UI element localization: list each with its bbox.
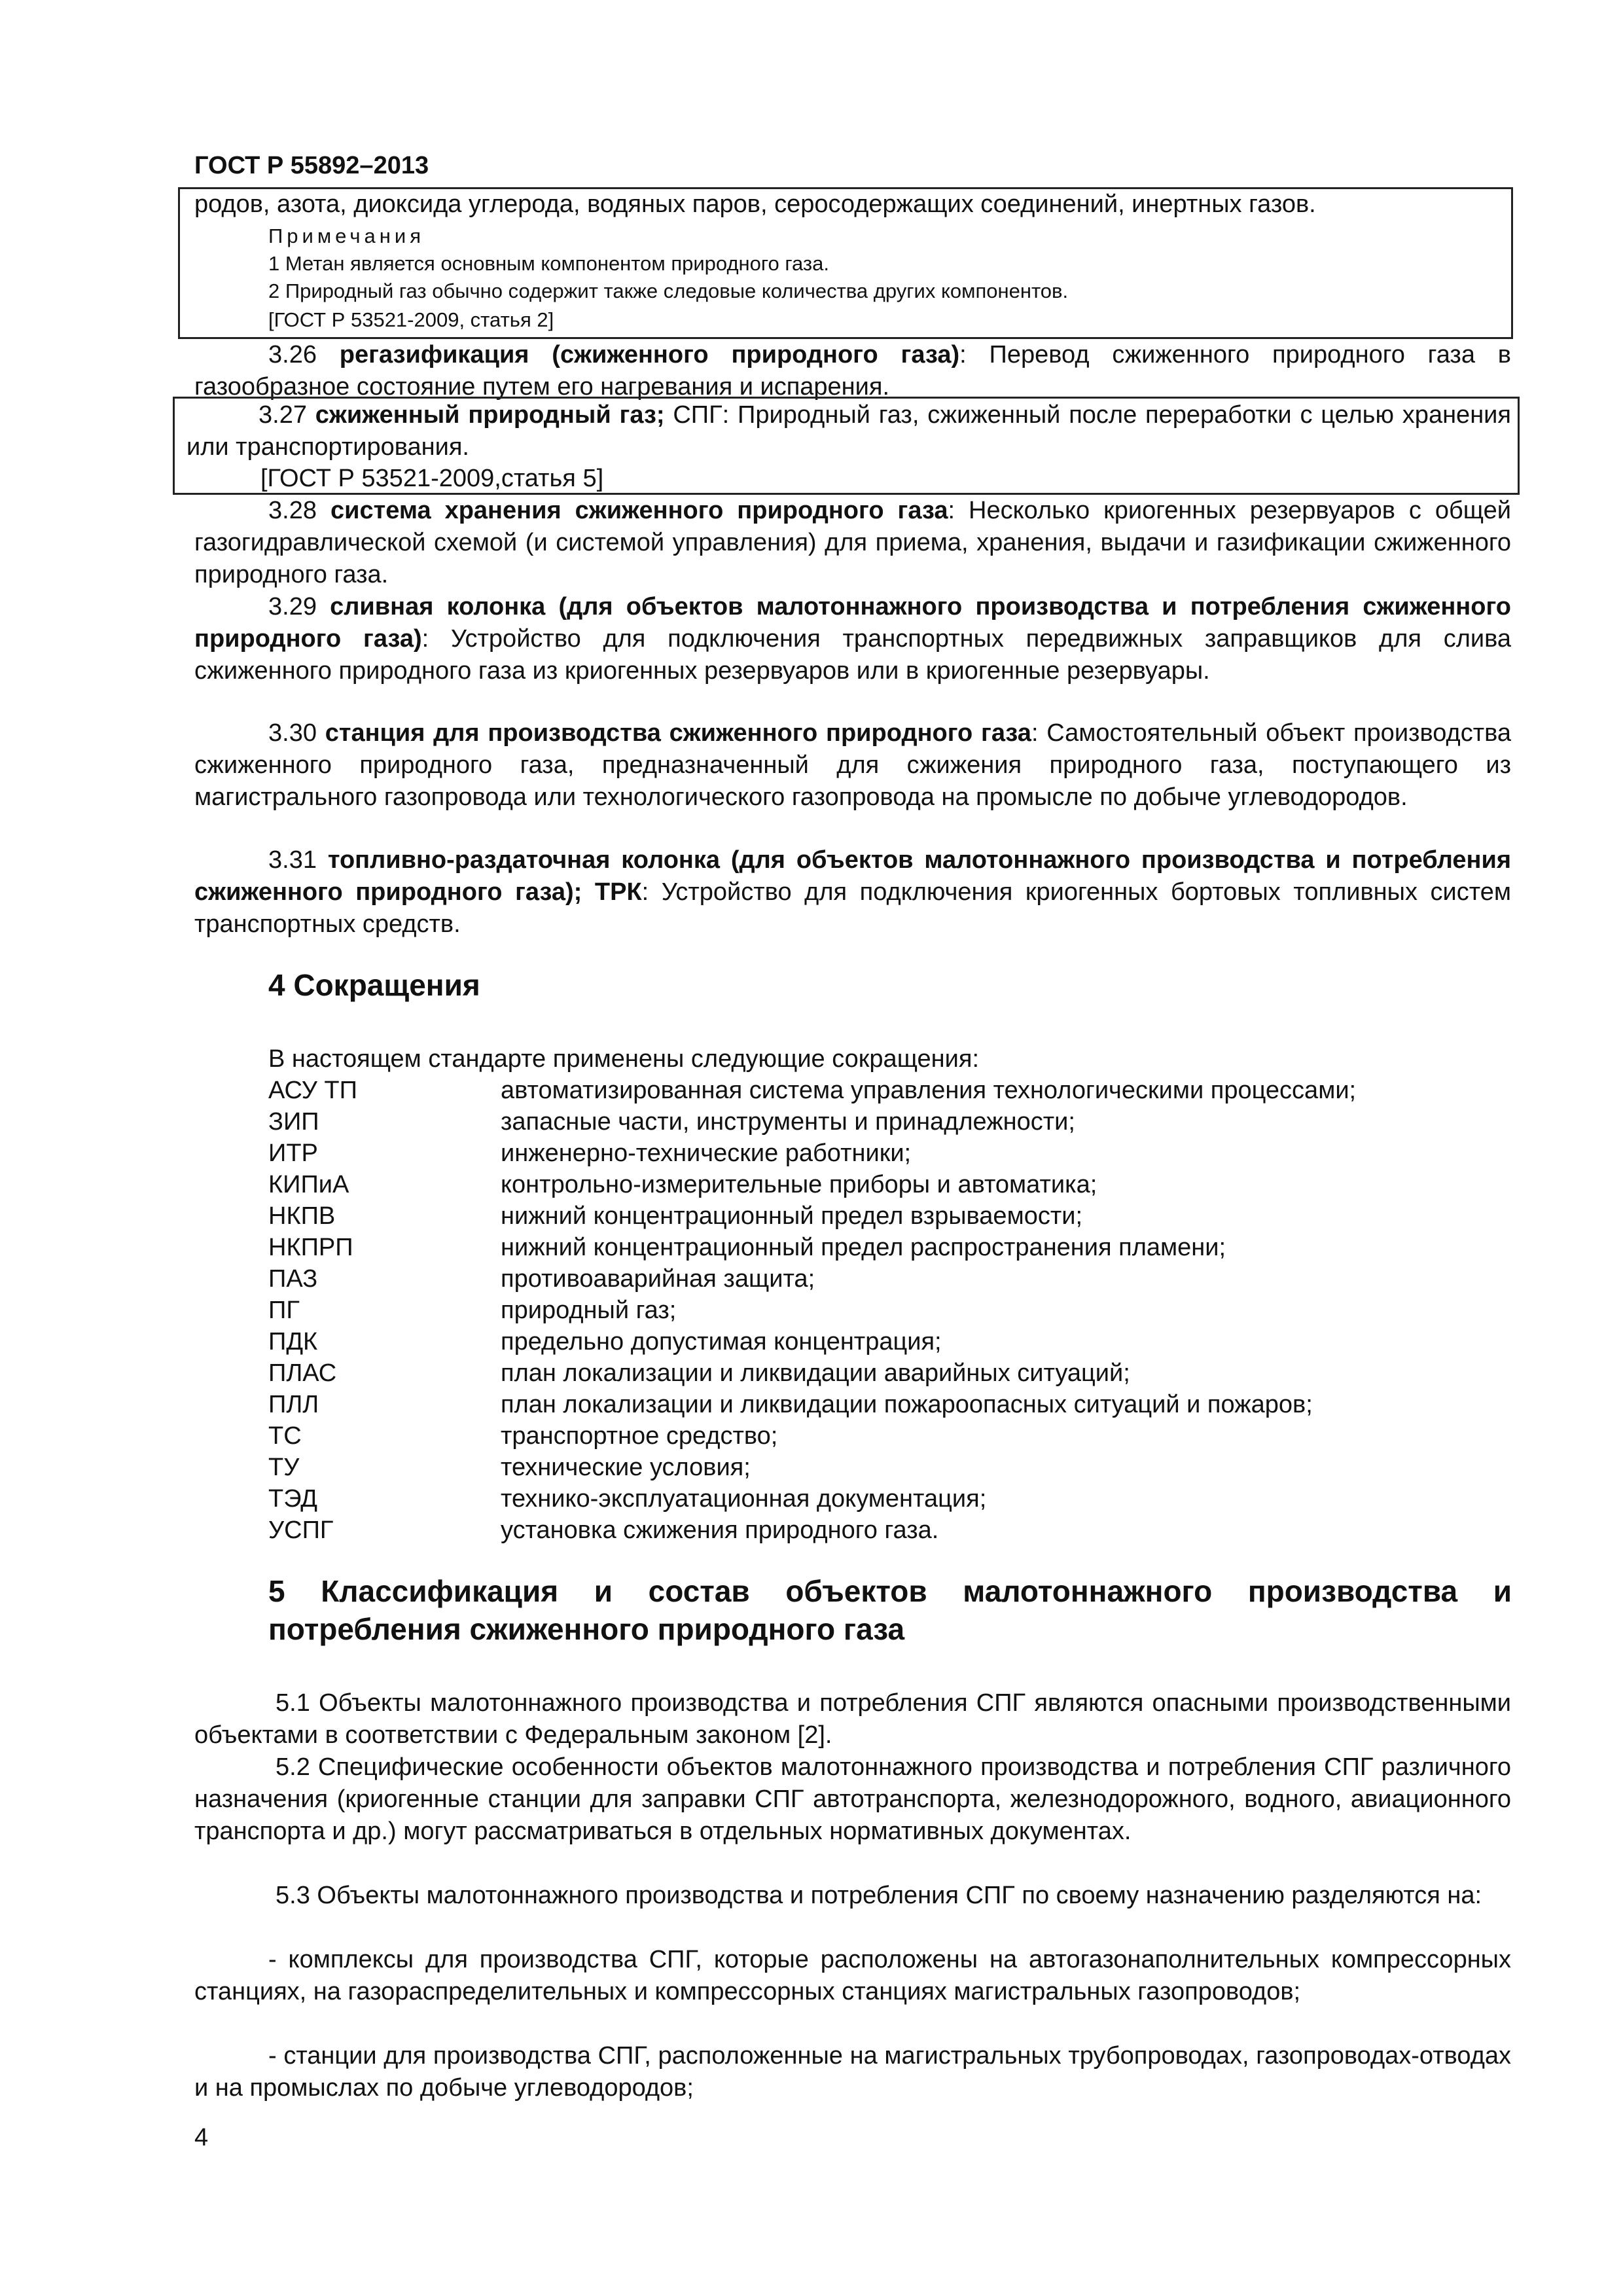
abbreviation-row xyxy=(268,1515,1512,1546)
paragraph-3-27 xyxy=(187,399,1511,463)
paragraph-number: 3.28 xyxy=(268,497,330,524)
abbreviation-row xyxy=(268,1200,1512,1232)
abbreviation-row xyxy=(268,1106,1512,1138)
paragraph-number: 3.26 xyxy=(268,341,340,368)
paragraph-number: 3.30 xyxy=(268,719,325,747)
abbreviation-definition: противоаварийная защита; xyxy=(501,1265,815,1293)
abbreviation-definition: установка сжижения природного газа. xyxy=(501,1516,939,1544)
abbreviation-term: ТЭД xyxy=(268,1485,317,1513)
abbreviation-row xyxy=(268,1295,1512,1326)
abbreviation-definition: природный газ; xyxy=(501,1297,677,1324)
definition-text: СПГ: Природный газ, сжиженный после переработки с целью хранения или транспортирования. xyxy=(187,401,1511,461)
definition-text: : Устройство для подключения транспортных передвижных заправщиков для слива сжиженного природного газа из криогенных резервуаров или в криогенные резервуары. xyxy=(194,625,1511,685)
abbreviation-definition: план локализации и ликвидации аварийных ситуаций; xyxy=(501,1359,1130,1387)
abbreviation-term: ТС xyxy=(268,1422,302,1450)
abbreviation-term: ЗИП xyxy=(268,1108,319,1136)
abbreviation-term: АСУ ТП xyxy=(268,1077,357,1104)
document-code-header: ГОСТ Р 55892–2013 xyxy=(194,152,429,179)
paragraph-number: 3.27 xyxy=(259,401,315,429)
abbreviation-row xyxy=(268,1452,1512,1483)
abbreviation-term: ТУ xyxy=(268,1454,300,1481)
abbreviation-definition: технико-эксплуатационная документация; xyxy=(501,1485,987,1513)
abbreviation-row xyxy=(268,1483,1512,1515)
term-bold: регазификация (сжиженного природного газа) xyxy=(339,341,960,368)
abbreviation-definition: инженерно-технические работники; xyxy=(501,1139,912,1167)
abbreviation-definition: запасные части, инструменты и принадлежности; xyxy=(501,1108,1075,1136)
abbreviation-term: КИПиА xyxy=(268,1171,349,1198)
abbreviation-definition: нижний концентрационный предел распространения пламени; xyxy=(501,1234,1226,1261)
abbreviation-term: ПЛЛ xyxy=(268,1391,319,1418)
paragraph-5-3: 5.3 Объекты малотоннажного производства и потребления СПГ по своему назначению разделяются на: xyxy=(276,1882,1482,1909)
abbreviation-definition: автоматизированная система управления технологическими процессами; xyxy=(501,1077,1357,1104)
term-bold: сжиженный природный газ; xyxy=(315,401,665,429)
notes-title: Примечания xyxy=(268,224,425,247)
abbreviation-row xyxy=(268,1389,1512,1420)
abbreviation-row xyxy=(268,1326,1512,1357)
note-2: 2 Природный газ обычно содержит также следовые количества других компонентов. xyxy=(268,279,1069,302)
definition-text: : Перевод сжиженного природного газа в газообразное состояние путем его нагревания и испарения. xyxy=(194,341,1511,401)
abbreviation-row xyxy=(268,1169,1512,1200)
paragraph-3-30 xyxy=(194,717,1511,814)
section-5-heading-line-1: 5 Классификация и состав объектов малотоннажного производства и xyxy=(268,1574,1512,1608)
box1-reference: [ГОСТ Р 53521-2009, статья 2] xyxy=(268,308,554,331)
abbreviation-term: ПАЗ xyxy=(268,1265,318,1293)
abbreviation-definition: предельно допустимая концентрация; xyxy=(501,1328,942,1355)
section-5-heading-line-2: потребления сжиженного природного газа xyxy=(268,1612,905,1646)
abbreviation-term: УСПГ xyxy=(268,1516,334,1544)
term-bold: станция для производства сжиженного природного газа xyxy=(325,719,1031,747)
abbreviation-row xyxy=(268,1420,1512,1452)
abbreviation-definition: план локализации и ликвидации пожароопасных ситуаций и пожаров; xyxy=(501,1391,1313,1418)
paragraph-3-26 xyxy=(194,339,1511,403)
definition-text: : Самостоятельный объект производства сжиженного природного газа, предназначенный для сжижения природного газа, поступающего из магистрального газопровода или технологического газопровода на промысле по добыче углеводородов. xyxy=(194,719,1511,811)
paragraph-5-2: 5.2 Специфические особенности объектов малотоннажного производства и потребления СПГ различного назначения (криогенные станции для заправки СПГ автотранспорта, железнодорожного, водного, авиационного транспорта и др.) могут рассматриваться в отдельных нормативных документах. xyxy=(194,1753,1511,1845)
abbreviation-row xyxy=(268,1232,1512,1263)
abbreviation-definition: нижний концентрационный предел взрываемости; xyxy=(501,1202,1083,1230)
list-item-bullet-2: - станции для производства СПГ, расположенные на магистральных трубопроводах, газопроводах-отводах и на промыслах по добыче углеводородов; xyxy=(194,2042,1511,2102)
page-number: 4 xyxy=(194,2124,209,2151)
paragraph-3-29 xyxy=(194,591,1511,687)
abbreviation-term: ИТР xyxy=(268,1139,318,1167)
abbreviation-row xyxy=(268,1357,1512,1389)
definition-text: : Несколько криогенных резервуаров с общей газогидравлической схемой (и системой управления) для приема, хранения, выдачи и газификации сжиженного природного газа. xyxy=(194,497,1511,588)
abbreviation-term: ПГ xyxy=(268,1297,300,1324)
abbreviation-row xyxy=(268,1263,1512,1295)
abbreviation-definition: контрольно-измерительные приборы и автоматика; xyxy=(501,1171,1097,1198)
paragraph-number: 3.31 xyxy=(268,846,328,874)
abbreviation-definition: технические условия; xyxy=(501,1454,751,1481)
term-bold: система хранения сжиженного природного газа xyxy=(330,497,948,524)
abbreviation-term: ПЛАС xyxy=(268,1359,337,1387)
term-bold: сливная колонка (для объектов малотоннажного производства и потребления сжиженного природного газа) xyxy=(194,593,1511,653)
box2-reference: [ГОСТ Р 53521-2009,статья 5] xyxy=(260,465,604,492)
section-4-heading: 4 Сокращения xyxy=(268,968,480,1002)
abbreviation-term: НКПВ xyxy=(268,1202,336,1230)
definition-text: : Устройство для подключения криогенных бортовых топливных систем транспортных средств. xyxy=(194,878,1511,938)
abbreviation-row xyxy=(268,1138,1512,1169)
list-item-bullet-1: - комплексы для производства СПГ, которые расположены на автогазонаполнительных компрессорных станциях, на газораспределительных и компрессорных станциях магистральных газопроводов; xyxy=(194,1946,1511,2005)
abbreviation-definition: транспортное средство; xyxy=(501,1422,778,1450)
abbreviation-row xyxy=(268,1075,1512,1106)
abbreviations-intro: В настоящем стандарте применены следующие сокращения: xyxy=(268,1045,980,1073)
box1-text-line: родов, азота, диоксида углерода, водяных паров, серосодержащих соединений, инертных газов. xyxy=(194,190,1316,218)
paragraph-3-31 xyxy=(194,844,1511,941)
paragraph-3-28 xyxy=(194,495,1511,591)
abbreviation-term: ПДК xyxy=(268,1328,318,1355)
paragraph-number: 3.29 xyxy=(268,593,330,620)
term-bold: топливно-раздаточная колонка (для объектов малотоннажного производства и потребления сжиженного природного газа); ТРК xyxy=(194,846,1511,906)
paragraph-5-1: 5.1 Объекты малотоннажного производства и потребления СПГ являются опасными производственными объектами в соответствии с Федеральным законом [2]. xyxy=(194,1689,1511,1749)
note-1: 1 Метан является основным компонентом природного газа. xyxy=(268,252,829,275)
abbreviation-term: НКПРП xyxy=(268,1234,353,1261)
